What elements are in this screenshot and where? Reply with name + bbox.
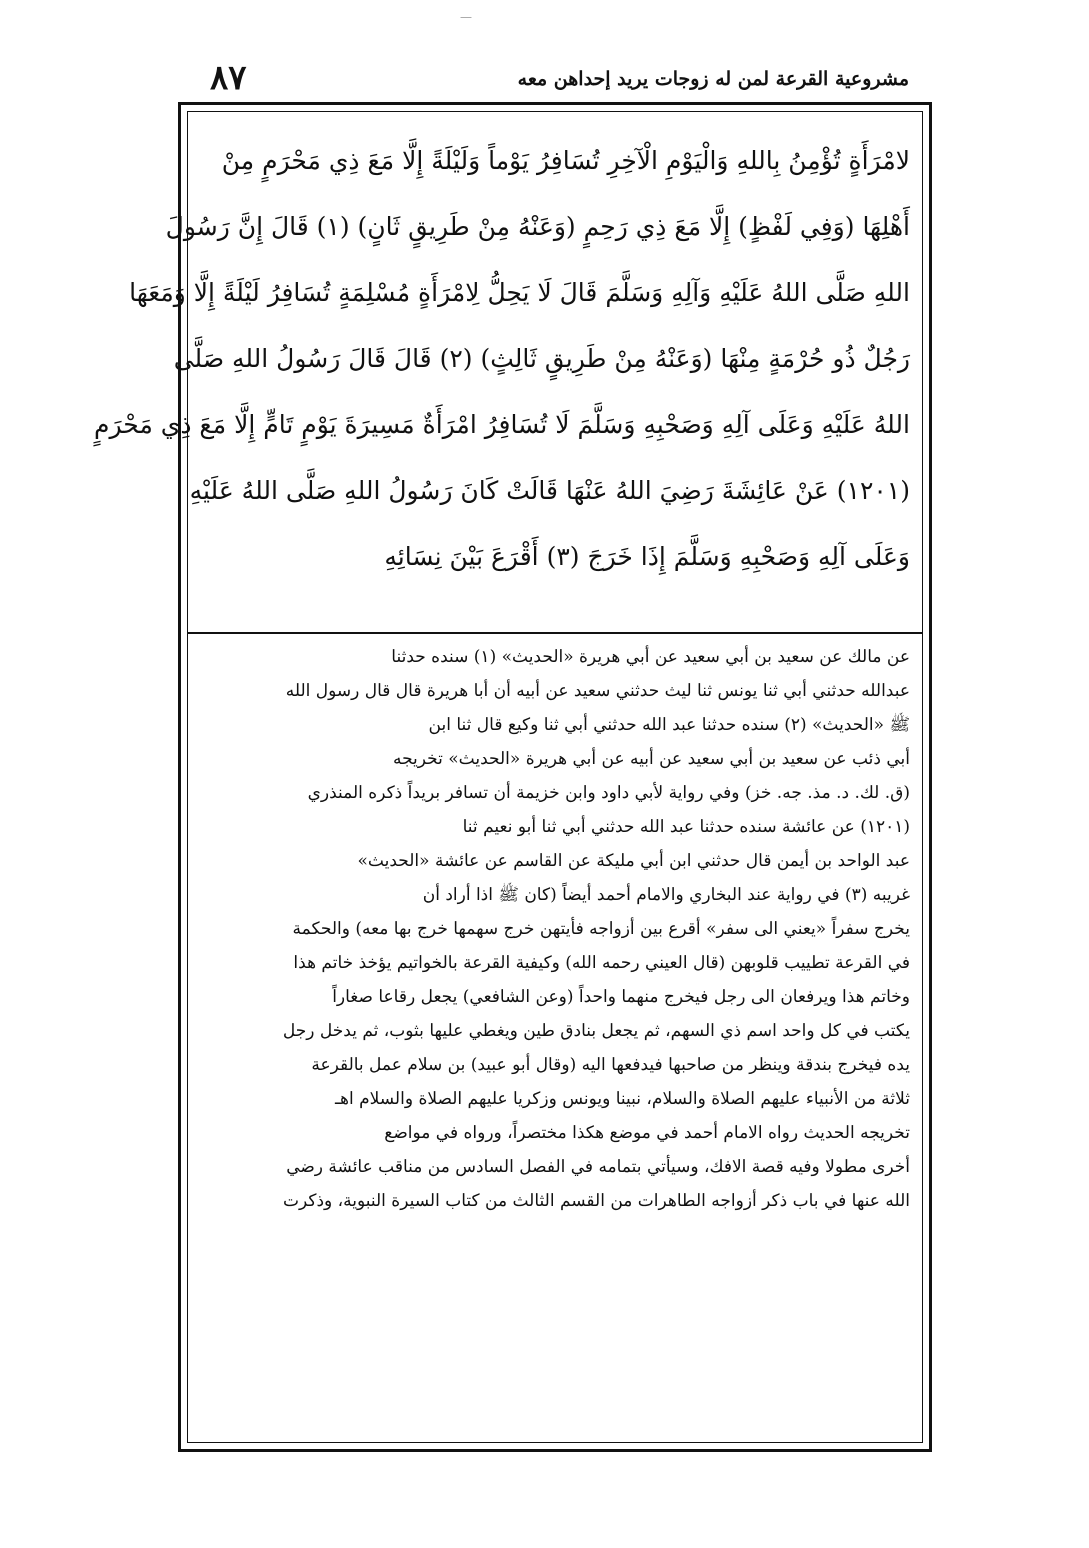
footnotes (200, 640, 910, 1218)
footnote-divider (188, 632, 922, 634)
footnote-line: يخرج سفراً «يعني الى سفر» أقرع بين أزواجه فأيتهن خرج سهمها خرج بها معه) والحكمة (292, 919, 910, 939)
footnote-line: (ق. لك. د. مذ. جه. خز) وفي رواية لأبي داود وابن خزيمة أن تسافر بريداً ذكره المنذري (307, 783, 910, 803)
footnote-line: يده فيخرج بندقة وينظر من صاحبها فيدفعها اليه (وقال أبو عبيد) بن سلام عمل بالقرعة (311, 1055, 910, 1075)
footnote-line: في القرعة تطييب قلوبهن (قال العيني رحمه الله) وكيفية القرعة بالخواتيم يؤخذ خاتم هذا (293, 953, 910, 973)
main-line: لامْرَأَةٍ تُؤْمِنُ بِاللهِ وَالْيَوْمِ الْآخِرِ تُسَافِرُ يَوْماً وَلَيْلَةً إِلَّا مَعَ ذِي مَحْرَمٍ مِنْ (221, 146, 910, 175)
page-frame (94, 102, 932, 1452)
footnote-line: الله عنها في باب ذكر أزواجه الطاهرات من القسم الثالث من كتاب السيرة النبوية، وذكرت (282, 1191, 910, 1211)
footnote-line: وخاتم هذا ويرفعان الى رجل فيخرج منهما واحداً (وعن الشافعي) يجعل رقاعا صغاراً (332, 987, 910, 1007)
main-line: (١٢٠١) عَنْ عَائِشَةَ رَضِيَ اللهُ عَنْهَا قَالَتْ كَانَ رَسُولُ اللهِ صَلَّى اللهُ عَلَيْهِ (189, 476, 910, 505)
page-header (190, 58, 909, 98)
footnote-line: غريبه (٣) في رواية عند البخاري والامام أحمد أيضاً (كان ﷺ اذا أراد أن (422, 885, 910, 905)
footnote-line: عن مالك عن سعيد بن أبي سعيد عن أبي هريرة «الحديث» (١) سنده حدثنا (391, 647, 910, 667)
footnote-line: (١٢٠١) عن عائشة سنده حدثنا عبد الله حدثني أبي ثنا أبو نعيم ثنا (462, 817, 910, 837)
frame-inner (94, 111, 923, 1443)
footnote-line: ثلاثة من الأنبياء عليهم الصلاة والسلام، نبينا ويونس وزكريا عليهم الصلاة والسلام اهـ (335, 1089, 910, 1109)
main-line: اللهُ عَلَيْهِ وَعَلَى آلِهِ وَصَحْبِهِ وَسَلَّمَ لَا تُسَافِرُ امْرَأَةٌ مَسِيرَةَ يَوْمٍ تَامٍّ إِلَّا مَعَ ذِي مَحْرَمٍ (94, 410, 910, 439)
main-line: وَعَلَى آلِهِ وَصَحْبِهِ وَسَلَّمَ إِذَا خَرَجَ (٣) أَقْرَعَ بَيْنَ نِسَائِهِ (384, 542, 910, 571)
page-number: ٨٧ (210, 58, 247, 98)
footnote-line: عبدالله حدثني أبي ثنا يونس ثنا ليث حدثني سعيد عن أبيه أن أبا هريرة قال قال رسول الله (285, 681, 910, 701)
footnote-line: تخريجه الحديث رواه الامام أحمد في موضع هكذا مختصراً، ورواه في مواضع (384, 1123, 910, 1143)
footnote-line: يكتب في كل واحد اسم ذي السهم، ثم يجعل بنادق طين ويغطي عليها بثوب، ثم يدخل رجل (282, 1021, 910, 1041)
main-line: أَهْلِهَا (وَفِي لَفْظٍ) إِلَّا مَعَ ذِي رَحِمٍ (وَعَنْهُ مِنْ طَرِيقٍ ثَانٍ) (١) قَالَ إِنَّ رَسُولَ (165, 212, 910, 241)
footnote-line: ﷺ «الحديث» (٢) سنده حدثنا عبد الله حدثني أبي ثنا وكيع قال ثنا ابن (428, 715, 910, 735)
scan-mark: — (460, 10, 472, 24)
hadith-text (94, 128, 910, 590)
running-title: مشروعية القرعة لمن له زوجات يريد إحداهن معه (517, 68, 909, 90)
footnote-line: أبي ذئب عن سعيد بن أبي سعيد عن أبيه عن أبي هريرة «الحديث» تخريجه (392, 749, 910, 769)
main-line: اللهِ صَلَّى اللهُ عَلَيْهِ وَآلِهِ وَسَلَّمَ قَالَ لَا يَحِلُّ لِامْرَأَةٍ مُسْلِمَةٍ تُسَافِرُ لَيْلَةً إِلَّا وَمَعَهَا (129, 278, 910, 307)
footnote-line: عبد الواحد بن أيمن قال حدثني ابن أبي مليكة عن القاسم عن عائشة «الحديث» (357, 851, 910, 871)
main-line: رَجُلٌ ذُو حُرْمَةٍ مِنْهَا (وَعَنْهُ مِنْ طَرِيقٍ ثَالِثٍ) (٢) قَالَ قَالَ رَسُولُ اللهِ صَلَّى (173, 344, 910, 373)
footnote-line: أخرى مطولا وفيه قصة الافك، وسيأتي بتمامه في الفصل السادس من مناقب عائشة رضي (286, 1157, 910, 1177)
